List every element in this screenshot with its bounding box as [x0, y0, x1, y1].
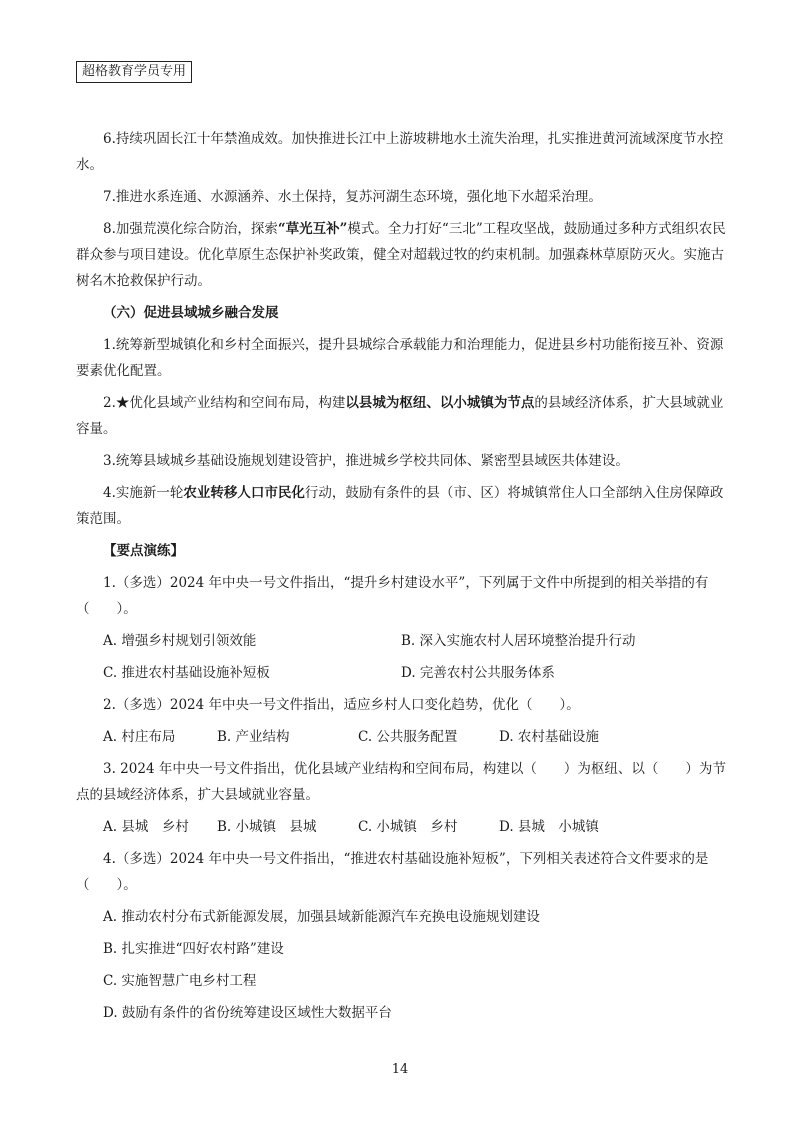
- question-1-option-b: B. 深入实施农村人居环境整治提升行动: [401, 633, 636, 649]
- header-badge: 超格教育学员专用: [76, 61, 192, 83]
- question-2-stem: 2.（多选）2024 年中央一号文件指出，适应乡村人口变化趋势，优化（ ）。: [103, 697, 580, 713]
- item-7: 7.推进水系连通、水源涵养、水土保持，复苏河湖生态环境，强化地下水超采治理。: [103, 189, 602, 205]
- question-1-stem: 1.（多选）2024 年中央一号文件指出，“提升乡村建设水平”，下列属于文件中所提到的相关举措的有（ ）。: [76, 575, 709, 617]
- question-4-option-d: D. 鼓励有条件的省份统筹建设区域性大数据平台: [103, 1005, 392, 1021]
- question-1-options-row-2: [76, 660, 726, 686]
- practice-heading: 【要点演练】: [103, 543, 184, 559]
- section-item-1: 1.统筹新型城镇化和乡村全面振兴，提升县城综合承载能力和治理能力，促进县乡村功能衔接互补、资源要素优化配置。: [76, 337, 724, 379]
- section-heading: （六）促进县域城乡融合发展: [103, 305, 279, 321]
- question-2-option-b: B. 产业结构: [217, 729, 290, 745]
- section-item-4: 4.实施新一轮农业转移人口市民化行动，鼓励有条件的县（市、区）将城镇常住人口全部纳入住房保障政策范围。: [76, 485, 724, 527]
- question-1-options-row-1: [76, 628, 726, 654]
- question-4-option-b: B. 扎实推进“四好农村路”建设: [103, 941, 284, 957]
- question-2-option-d: D. 农村基础设施: [499, 729, 599, 745]
- question-3-stem: 3. 2024 年中央一号文件指出，优化县域产业结构和空间布局，构建以（ ）为枢纽、以（ ）为节点的县域经济体系，扩大县域就业容量。: [76, 761, 726, 803]
- question-2-option-c: C. 公共服务配置: [358, 729, 458, 745]
- question-3-option-b: B. 小城镇 县城: [217, 819, 317, 835]
- question-1-option-a: A. 增强乡村规划引领效能: [103, 633, 257, 649]
- page-number: 14: [391, 1062, 409, 1077]
- star-icon: ★: [115, 395, 130, 411]
- question-1-option-d: D. 完善农村公共服务体系: [401, 665, 555, 681]
- section-item-3: 3.统筹县域城乡基础设施规划建设管护，推进城乡学校共同体、紧密型县域医共体建设。: [103, 453, 629, 469]
- question-3-option-d: D. 县城 小城镇: [499, 819, 599, 835]
- question-2-option-a: A. 村庄布局: [103, 729, 176, 745]
- question-3-options: [76, 814, 726, 840]
- question-4-option-c: C. 实施智慧广电乡村工程: [103, 973, 257, 989]
- page-content: [76, 126, 726, 1026]
- question-4-stem: 4.（多选）2024 年中央一号文件指出，“推进农村基础设施补短板”，下列相关表述符合文件要求的是（ ）。: [76, 851, 709, 893]
- question-3-option-c: C. 小城镇 乡村: [358, 819, 458, 835]
- question-4-option-a: A. 推动农村分布式新能源发展，加强县域新能源汽车充换电设施规划建设: [103, 909, 540, 925]
- item-8: 8.加强荒漠化综合防治，探索“草光互补”模式。全力打好“三北”工程攻坚战，鼓励通过多种方式组织农民群众参与项目建设。优化草原生态保护补奖政策，健全对超载过牧的约束机制。加强森林草原防灭火。实施古树名木抢救保护行动。: [76, 221, 726, 289]
- section-item-2: 2.★优化县域产业结构和空间布局，构建以县城为枢纽、以小城镇为节点的县域经济体系，扩大县域就业容量。: [76, 395, 724, 437]
- question-3-option-a: A. 县城 乡村: [103, 819, 189, 835]
- item-6: 6.持续巩固长江十年禁渔成效。加快推进长江中上游坡耕地水土流失治理，扎实推进黄河流域深度节水控水。: [76, 131, 724, 173]
- question-1-option-c: C. 推进农村基础设施补短板: [103, 665, 270, 681]
- question-2-options: [76, 724, 726, 750]
